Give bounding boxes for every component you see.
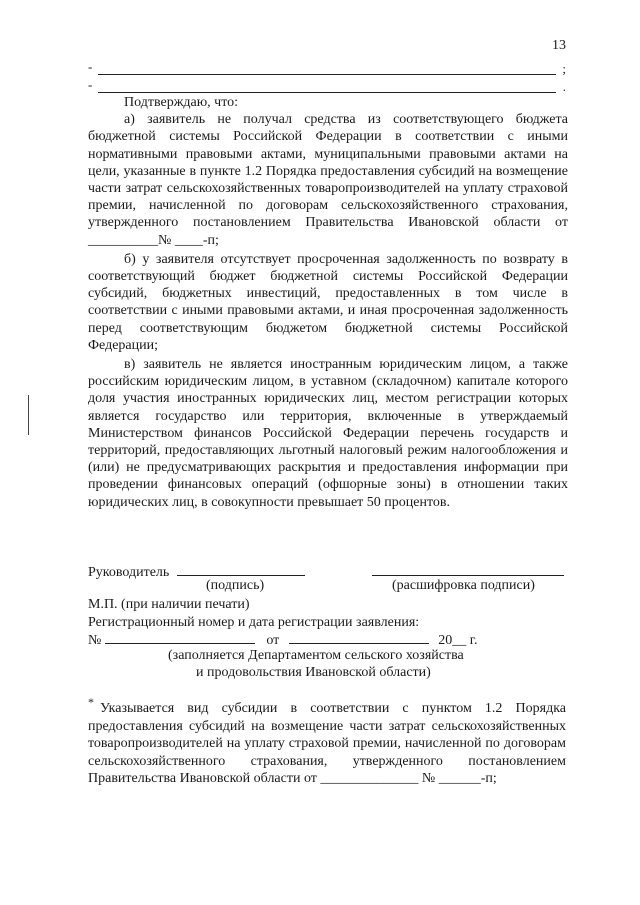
footnote-text: Указывается вид субсидии в соответствии с пунктом 1.2 Порядка предоставления субсидий на возмещение части затрат сельскохозяйственных товаропроизводителей на уплату страховой премии, начисленной по договорам сельскохозяйственного страхования, утвержденного постановлением Правительства Ивановской области от ______________ № ______-п; xyxy=(88,701,566,786)
reg-date-blank xyxy=(289,631,429,644)
signature-caption: (подпись) xyxy=(206,578,265,593)
confirmation-body xyxy=(88,94,568,511)
signature-blank xyxy=(177,563,305,576)
registration-line xyxy=(88,631,568,649)
page-number: 13 xyxy=(552,38,566,53)
dash-line-1: - ; xyxy=(88,59,566,76)
paragraph-v: в) заявитель не является иностранным юридическим лицом, а также российским юридическим лицом, в уставном (складочном) капитале которого доля участия иностранных юридических лиц, местом регистрации которых является государство или территория, включенные в утверждаемый Министерством финансов Российской Федерации перечень государств и территорий, предоставляющих льготный налоговый режим налогообложения и (или) не предусматривающих раскрытия и предоставления информации при проведении финансовых операций (офшорные зоны) в отношении таких юридических лиц, в совокупности превышает 50 процентов. xyxy=(88,357,568,510)
from-label: от xyxy=(266,633,280,648)
number-sign: № xyxy=(88,633,102,648)
reg-number-blank xyxy=(105,631,255,644)
paragraph-a: а) заявитель не получал средства из соответствующего бюджета бюджетной системы Российской Федерации в соответствии с иными нормативными правовыми актами, муниципальными правовыми актами на цели, указанные в пункте 1.2 Порядка предоставления субсидий на возмещение части затрат сельскохозяйственных товаропроизводителей на уплату страховой премии, начисленной по договорам сельскохозяйственного страхования, утвержденного постановлением Правительства Ивановской области от __________№ ____-п; xyxy=(88,112,568,248)
head-signature-line xyxy=(88,563,305,581)
fill-note-2: и продовольствия Ивановской области) xyxy=(196,665,431,680)
decode-caption: (расшифровка подписи) xyxy=(392,578,535,593)
dash-line-2: - . xyxy=(88,77,566,94)
decode-blank xyxy=(372,563,564,576)
footnote-marker: * xyxy=(88,695,94,710)
confirm-intro: Подтверждаю, что: xyxy=(124,95,239,110)
fill-note-1: (заполняется Департаментом сельского хозяйства xyxy=(168,648,464,663)
head-label: Руководитель xyxy=(88,565,170,580)
paragraph-b: б) у заявителя отсутствует просроченная задолженность по возврату в соответствующий бюджет бюджетной системы Российской Федерации субсидий, бюджетных инвестиций, предоставленных в том числе в соответствии с иными правовыми актами, и иная просроченная задолженность перед соответствующим бюджетом бюджетной системы Российской Федерации; xyxy=(88,251,568,353)
year-field: 20__ г. xyxy=(438,633,478,648)
footnote xyxy=(88,695,566,788)
registration-label: Регистрационный номер и дата регистрации заявления: xyxy=(88,615,420,630)
margin-mark xyxy=(28,395,29,435)
stamp-note: М.П. (при наличии печати) xyxy=(88,597,250,612)
